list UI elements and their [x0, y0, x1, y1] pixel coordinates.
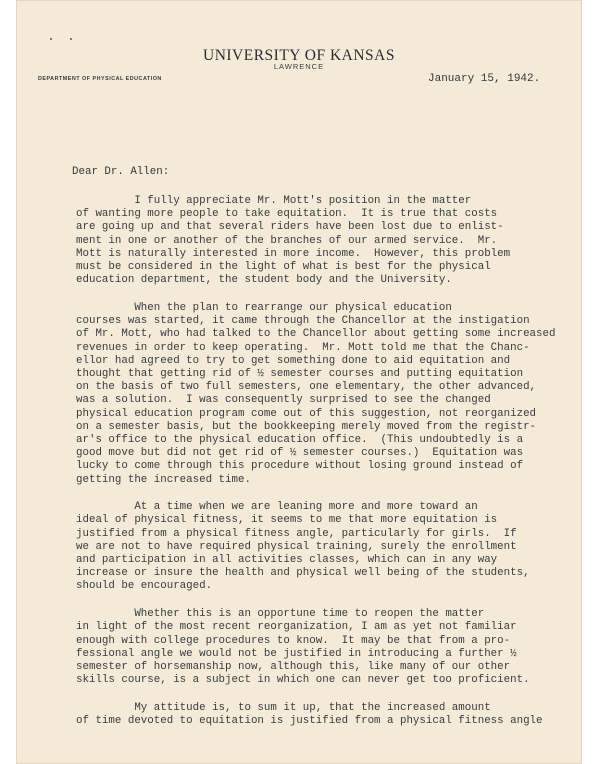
text-line: of time devoted to equitation is justified from a physical fitness angle	[76, 715, 543, 728]
text-line: lucky to come through this procedure without losing ground instead of	[76, 460, 524, 473]
text-line: are going up and that several riders have been lost due to enlist-	[76, 221, 504, 234]
paper-speck	[70, 38, 72, 40]
letter-page	[16, 0, 582, 764]
text-line: revenues in order to keep operating. Mr. Mott told me that the Chanc-	[76, 341, 530, 354]
text-line: on the basis of two full semesters, one elementary, the other advanced,	[76, 381, 537, 394]
text-line: thought that getting rid of ½ semester courses and putting equitation	[76, 367, 524, 380]
text-line: ar's office to the physical education office. (This undoubtedly is a	[76, 433, 524, 446]
paragraph	[76, 195, 576, 287]
letter-body	[76, 195, 576, 743]
text-line: At a time when we are leaning more and more toward an	[76, 501, 478, 514]
text-line: semester of horsemanship now, although this, like many of our other	[76, 661, 511, 673]
paragraph	[76, 501, 576, 593]
paragraph	[76, 302, 576, 487]
paragraph	[76, 702, 576, 728]
text-line: of wanting more people to take equitation. It is true that costs	[76, 208, 498, 221]
text-line: I fully appreciate Mr. Mott's position in the matter	[76, 195, 472, 207]
letterhead-university: UNIVERSITY OF KANSAS	[203, 47, 395, 64]
text-line: Whether this is an opportune time to reopen the matter	[76, 608, 485, 621]
text-line: enough with college procedures to know. It may be that from a pro-	[76, 634, 511, 647]
text-line: physical education program come out of this suggestion, not reorganized	[76, 407, 537, 420]
text-line: we are not to have required physical training, surely the enrollment	[76, 540, 517, 553]
letterhead-city: LAWRENCE	[273, 62, 325, 71]
text-line: and participation in all activities classes, which can in any way	[76, 554, 498, 567]
text-line: skills course, is a subject in which one can never get too proficient.	[76, 674, 530, 687]
text-line: should be encouraged.	[76, 580, 213, 593]
paragraph	[76, 608, 576, 687]
text-line: My attitude is, to sum it up, that the increased amount	[76, 701, 491, 714]
text-line: increase or insure the health and physical well being of the students,	[76, 567, 530, 580]
text-line: good move but did not get rid of ½ semester courses.) Equitation was	[76, 447, 524, 460]
paper-speck	[50, 38, 52, 40]
salutation: Dear Dr. Allen:	[72, 166, 170, 178]
text-line: education department, the student body and the University.	[76, 274, 452, 287]
text-line: fessional angle we would not be justified in introducing a further ½	[76, 647, 517, 660]
text-line: must be considered in the light of what is best for the physical	[76, 261, 491, 274]
text-line: When the plan to rearrange our physical education	[76, 301, 452, 314]
letter-date: January 15, 1942.	[428, 73, 541, 85]
text-line: ellor had agreed to try to get something done to aid equitation and	[76, 354, 511, 367]
text-line: of Mr. Mott, who had talked to the Chancellor about getting some increased	[76, 328, 556, 341]
text-line: ment in one or another of the branches of our armed service. Mr.	[76, 234, 498, 247]
text-line: in light of the most recent reorganization, I am as yet not familiar	[76, 621, 517, 634]
letterhead-department: DEPARTMENT OF PHYSICAL EDUCATION	[38, 76, 162, 82]
text-line: Mott is naturally interested in more income. However, this problem	[76, 247, 511, 260]
text-line: on a semester basis, but the bookkeeping merely moved from the registr-	[76, 420, 537, 433]
text-line: getting the increased time.	[76, 473, 251, 486]
text-line: courses was started, it came through the Chancellor at the instigation	[76, 315, 530, 328]
text-line: was a solution. I was consequently surprised to see the changed	[76, 394, 491, 407]
text-line: ideal of physical fitness, it seems to me that more equitation is	[76, 514, 498, 527]
text-line: justified from a physical fitness angle, particularly for girls. If	[76, 527, 517, 540]
